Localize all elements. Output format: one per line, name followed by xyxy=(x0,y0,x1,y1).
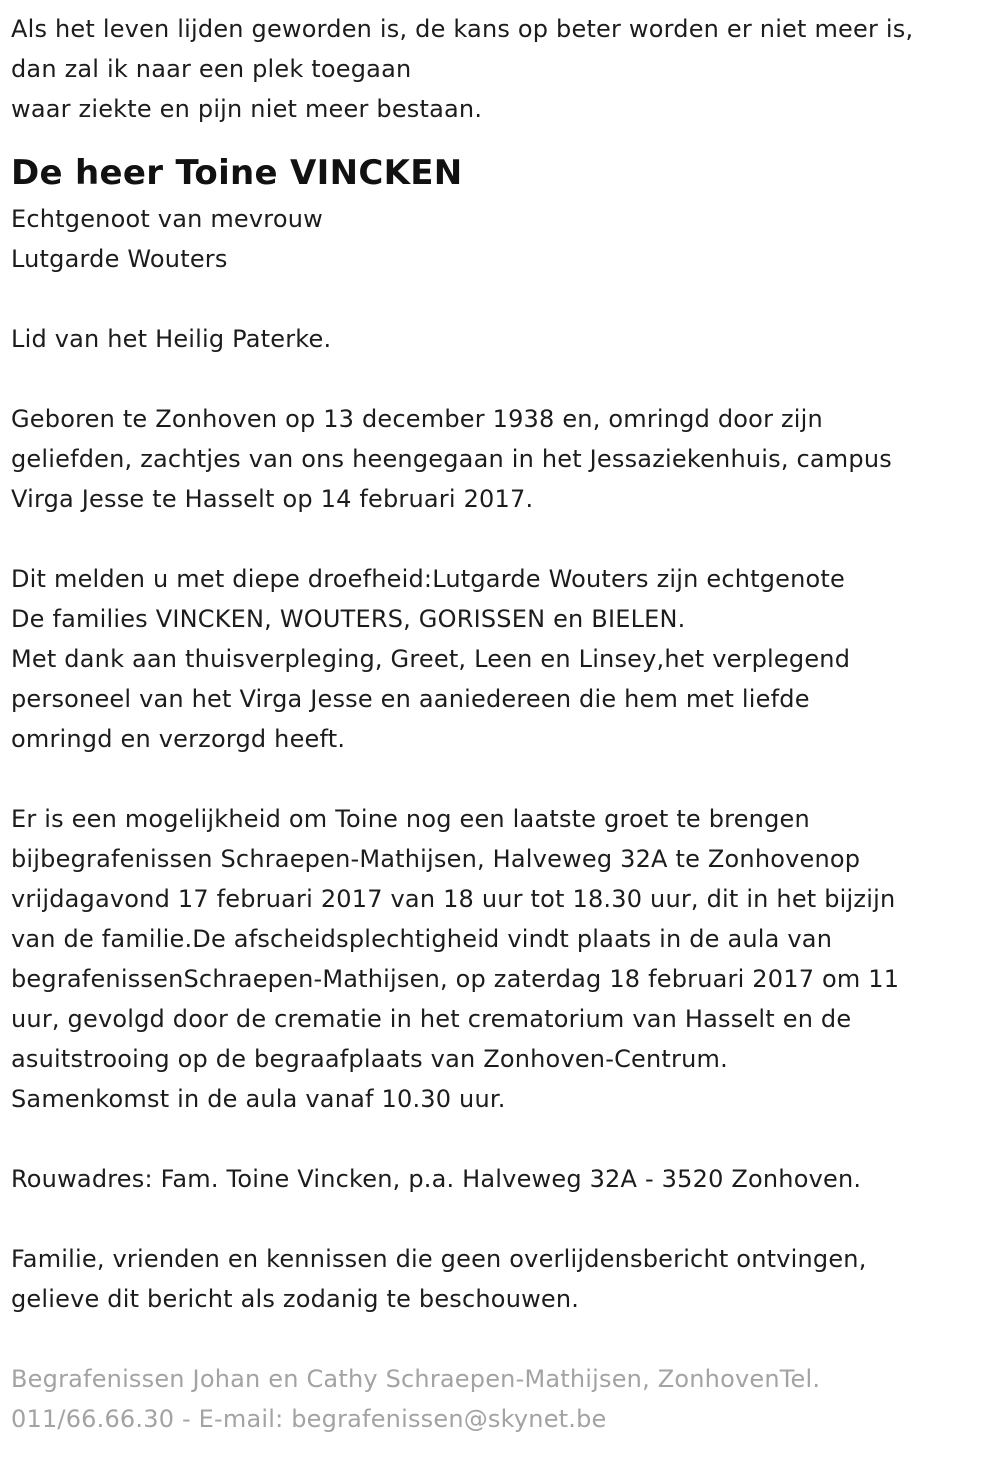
ceremony-info xyxy=(11,799,993,1119)
birth-death-line: geliefden, zachtjes van ons heengegaan in het Jessaziekenhuis, campus xyxy=(11,445,892,473)
birth-death-line: Virga Jesse te Hasselt op 14 februari 2017. xyxy=(11,485,534,513)
ceremony-line: asuitstrooing op de begraafplaats van Zonhoven-Centrum. xyxy=(11,1045,728,1073)
notice xyxy=(11,1239,993,1319)
announcement-line: omringd en verzorgd heeft. xyxy=(11,725,346,753)
poem-line: waar ziekte en pijn niet meer bestaan. xyxy=(11,95,483,123)
spouse-line: Echtgenoot van mevrouw xyxy=(11,205,323,233)
spouse-info xyxy=(11,199,993,279)
membership xyxy=(11,319,993,359)
obituary-notice xyxy=(11,9,993,1439)
mourning-address-line: Rouwadres: Fam. Toine Vincken, p.a. Halveweg 32A - 3520 Zonhoven. xyxy=(11,1165,862,1193)
notice-line: Familie, vrienden en kennissen die geen overlijdensbericht ontvingen, xyxy=(11,1245,867,1273)
announcement-line: personeel van het Virga Jesse en aaniedereen die hem met liefde xyxy=(11,685,810,713)
membership-line: Lid van het Heilig Paterke. xyxy=(11,325,332,353)
ceremony-line: Er is een mogelijkheid om Toine nog een laatste groet te brengen xyxy=(11,805,810,833)
mourning-address xyxy=(11,1159,993,1199)
footer-line: Begrafenissen Johan en Cathy Schraepen-Mathijsen, ZonhovenTel. xyxy=(11,1365,821,1393)
announcement-line: De families VINCKEN, WOUTERS, GORISSEN en BIELEN. xyxy=(11,605,686,633)
announcement xyxy=(11,559,993,759)
poem-line: dan zal ik naar een plek toegaan xyxy=(11,55,412,83)
ceremony-line: bijbegrafenissen Schraepen-Mathijsen, Halveweg 32A te Zonhovenop xyxy=(11,845,861,873)
poem xyxy=(11,9,993,129)
announcement-line: Met dank aan thuisverpleging, Greet, Leen en Linsey,het verplegend xyxy=(11,645,851,673)
poem-line: Als het leven lijden geworden is, de kans op beter worden er niet meer is, xyxy=(11,15,914,43)
birth-death-info xyxy=(11,399,993,519)
ceremony-line: Samenkomst in de aula vanaf 10.30 uur. xyxy=(11,1085,506,1113)
announcement-line: Dit melden u met diepe droefheid:Lutgarde Wouters zijn echtgenote xyxy=(11,565,846,593)
ceremony-line: van de familie.De afscheidsplechtigheid vindt plaats in de aula van xyxy=(11,925,833,953)
ceremony-line: vrijdagavond 17 februari 2017 van 18 uur tot 18.30 uur, dit in het bijzijn xyxy=(11,885,896,913)
ceremony-line: uur, gevolgd door de crematie in het crematorium van Hasselt en de xyxy=(11,1005,852,1033)
ceremony-line: begrafenissenSchraepen-Mathijsen, op zaterdag 18 februari 2017 om 11 xyxy=(11,965,900,993)
deceased-name: De heer Toine VINCKEN xyxy=(11,153,463,193)
funeral-home-footer xyxy=(11,1359,993,1439)
notice-line: gelieve dit bericht als zodanig te beschouwen. xyxy=(11,1285,580,1313)
footer-line: 011/66.66.30 - E-mail: begrafenissen@skynet.be xyxy=(11,1405,607,1433)
birth-death-line: Geboren te Zonhoven op 13 december 1938 en, omringd door zijn xyxy=(11,405,823,433)
spouse-line: Lutgarde Wouters xyxy=(11,245,228,273)
